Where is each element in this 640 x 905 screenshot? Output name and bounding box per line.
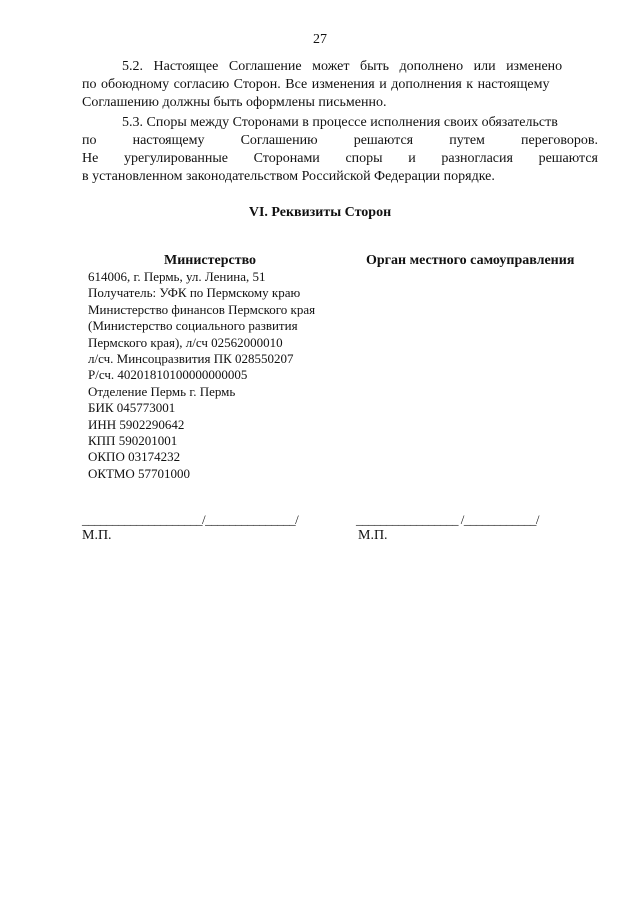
left-stamp-place: М.П. — [82, 528, 112, 543]
requisite-line: Отделение Пермь г. Пермь — [88, 383, 236, 399]
requisite-line: Министерство финансов Пермского края — [88, 301, 316, 317]
word: Не — [82, 151, 99, 166]
requisite-line: Пермского края), л/сч 02562000010 — [88, 334, 283, 350]
word: Сторонами — [253, 151, 320, 166]
clause-5-2 — [82, 58, 598, 112]
word: Соглашению — [240, 133, 318, 148]
requisite-line: БИК 045773001 — [88, 400, 176, 416]
word: решаются — [538, 151, 598, 166]
requisite-line: (Министерство социального развития — [88, 318, 298, 334]
requisite-line: Получатель: УФК по Пермскому краю — [88, 285, 301, 301]
clause-5-3-line: 5.3. Споры между Сторонами в процессе исполнения своих обязательств — [122, 115, 558, 130]
requisite-line: ОКПО 03174232 — [88, 449, 181, 465]
word: решаются — [353, 133, 414, 148]
clause-5-3-justified-line — [82, 150, 598, 168]
page-number: 27 — [313, 32, 327, 47]
requisite-line: л/сч. Минсоцразвития ПК 028550207 — [88, 351, 294, 367]
requisite-line: ОКТМО 57701000 — [88, 465, 191, 481]
word: переговоров. — [521, 133, 598, 148]
requisite-line: КПП 590201001 — [88, 433, 178, 449]
clause-5-3 — [82, 114, 598, 186]
word: споры — [345, 151, 383, 166]
word: урегулированные — [123, 151, 229, 166]
clause-5-2-line: Соглашению должны быть оформлены письменно. — [82, 95, 387, 110]
requisite-line: ИНН 5902290642 — [88, 416, 185, 432]
word: разногласия — [441, 151, 513, 166]
section-title: VI. Реквизиты Сторон — [248, 205, 392, 220]
right-stamp-place: М.П. — [358, 528, 388, 543]
clause-5-3-line: в установленном законодательством Российской Федерации порядке. — [82, 169, 495, 184]
word: настоящему — [132, 133, 205, 148]
word: и — [408, 151, 416, 166]
clause-5-2-line: 5.2. Настоящее Соглашение может быть дополнено или изменено — [122, 59, 563, 74]
word: путем — [449, 133, 485, 148]
left-party-requisites — [88, 269, 315, 482]
requisite-line: 614006, г. Пермь, ул. Ленина, 51 — [88, 269, 266, 284]
clause-5-3-justified-line — [82, 132, 598, 150]
left-signature-line: ____________________/_______________/ — [82, 512, 299, 527]
word: по — [82, 133, 97, 148]
left-party-heading: Министерство — [164, 253, 257, 268]
right-party-heading: Орган местного самоуправления — [366, 253, 575, 268]
clause-5-2-line: по обоюдному согласию Сторон. Все изменения и дополнения к настоящему — [82, 77, 550, 92]
right-signature-line: _________________ /____________/ — [356, 512, 539, 527]
requisite-line: Р/сч. 40201810100000000005 — [88, 367, 248, 383]
